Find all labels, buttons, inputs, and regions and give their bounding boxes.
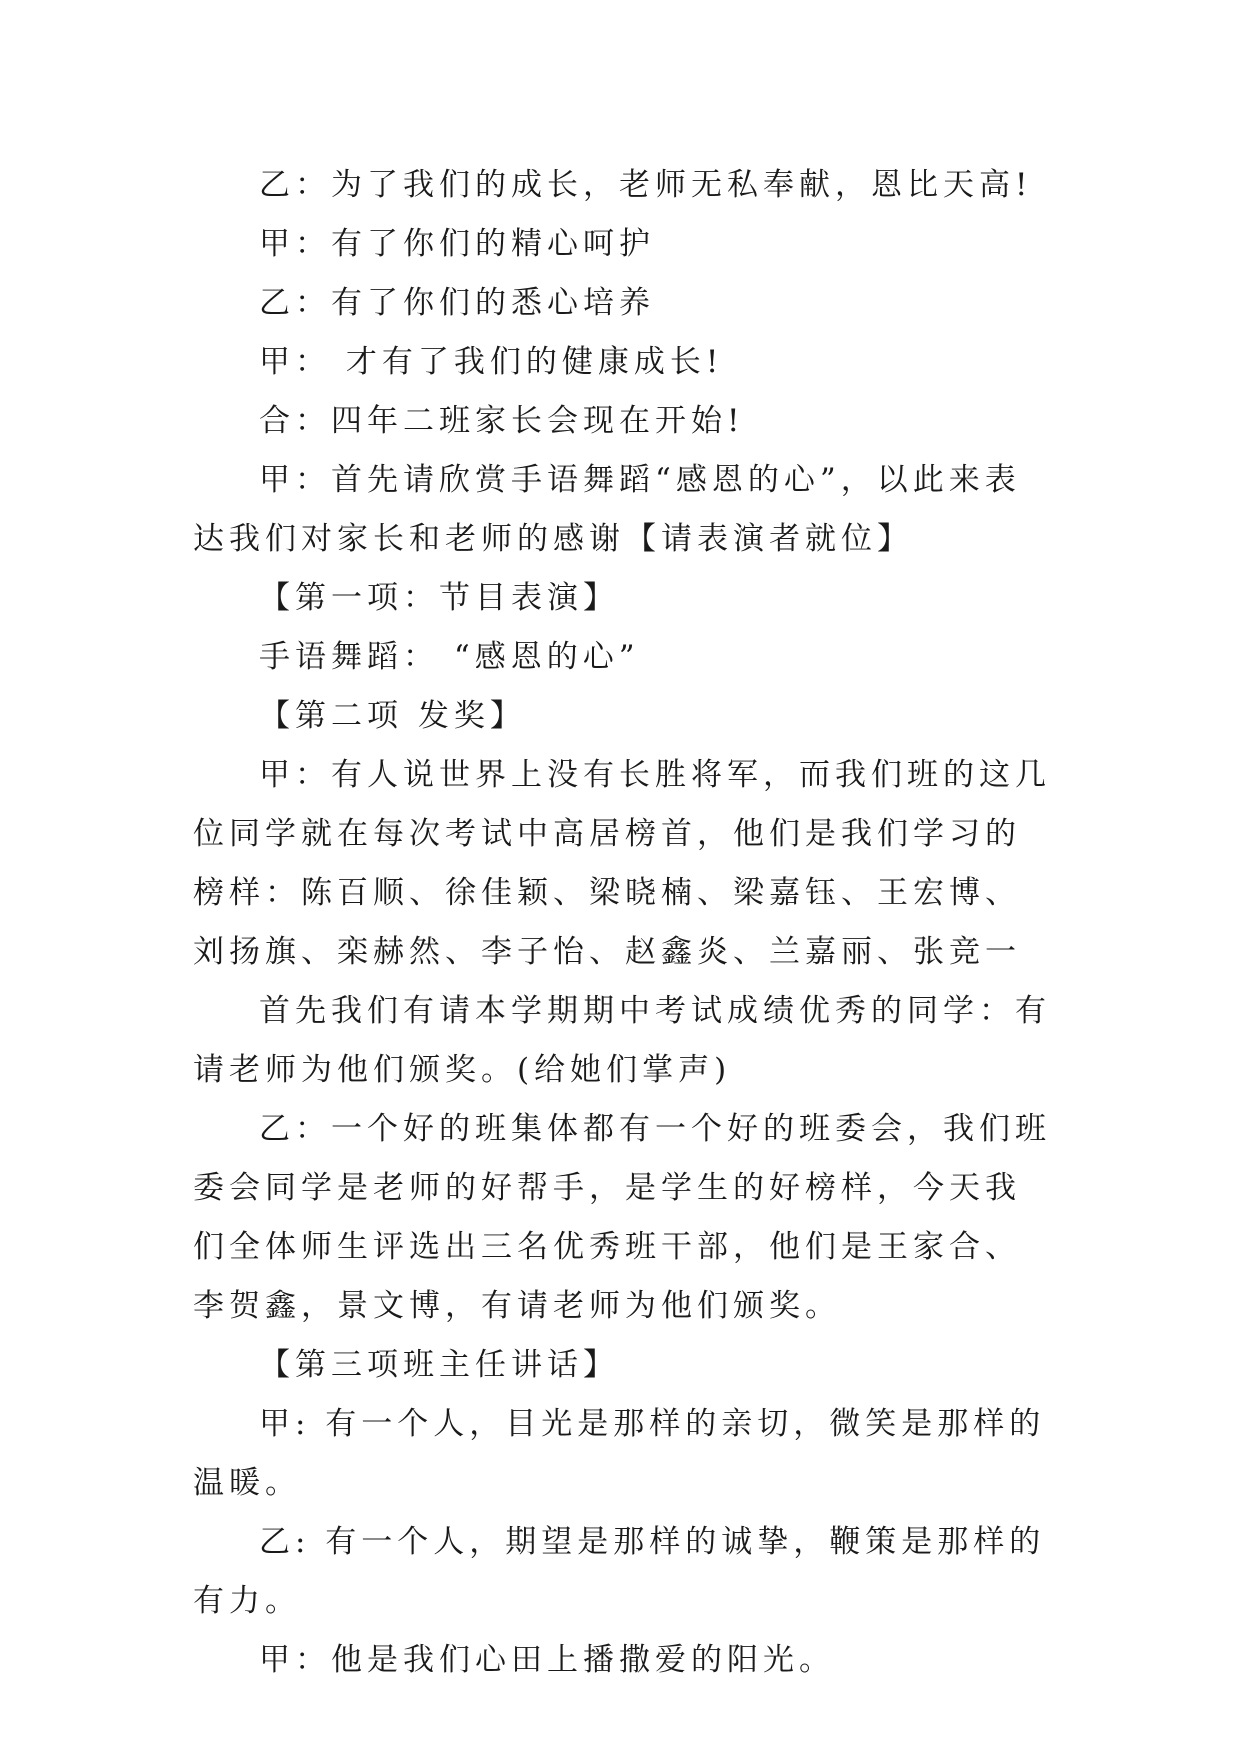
section-heading: 【第三项班主任讲话】 [259, 1347, 619, 1383]
paragraph: 乙：有了你们的悉心培养 [259, 285, 655, 321]
document-body [193, 156, 1053, 1690]
paragraph: 乙：一个好的班集体都有一个好的班委会，我们班委会同学是老师的好帮手，是学生的好榜样，今天我们全体师生评选出三名优秀班干部，他们是王家合、李贺鑫，景文博，有请老师为他们颁奖。 [193, 1111, 1051, 1324]
paragraph: 合：四年二班家长会现在开始! [259, 403, 745, 439]
paragraph: 甲: 有一个人，目光是那样的亲切，微笑是那样的温暖。 [193, 1406, 1046, 1501]
paragraph: 乙：为了我们的成长，老师无私奉献，恩比天高! [259, 167, 1033, 203]
paragraph: 甲：有人说世界上没有长胜将军，而我们班的这几位同学就在每次考试中高居榜首，他们是我们学习的榜样：陈百顺、徐佳颖、梁晓楠、梁嘉钰、王宏博、刘扬旗、栾赫然、李子怡、赵鑫炎、兰嘉丽、张竞一 [193, 757, 1051, 970]
paragraph: 甲：首先请欣赏手语舞蹈“感恩的心”，以此来表达我们对家长和老师的感谢【请表演者就位】 [193, 462, 1021, 557]
paragraph: 甲： 才有了我们的健康成长! [259, 344, 724, 380]
section-heading: 【第一项：节目表演】 [259, 580, 619, 616]
section-heading: 【第二项 发奖】 [259, 698, 526, 734]
paragraph: 首先我们有请本学期期中考试成绩优秀的同学：有请老师为他们颁奖。(给她们掌声) [193, 993, 1051, 1088]
paragraph: 甲：有了你们的精心呵护 [259, 226, 655, 262]
paragraph: 甲：他是我们心田上播撒爱的阳光。 [259, 1642, 835, 1678]
paragraph: 乙: 有一个人，期望是那样的诚挚，鞭策是那样的有力。 [193, 1524, 1046, 1619]
paragraph: 手语舞蹈： “感恩的心” [259, 639, 640, 675]
